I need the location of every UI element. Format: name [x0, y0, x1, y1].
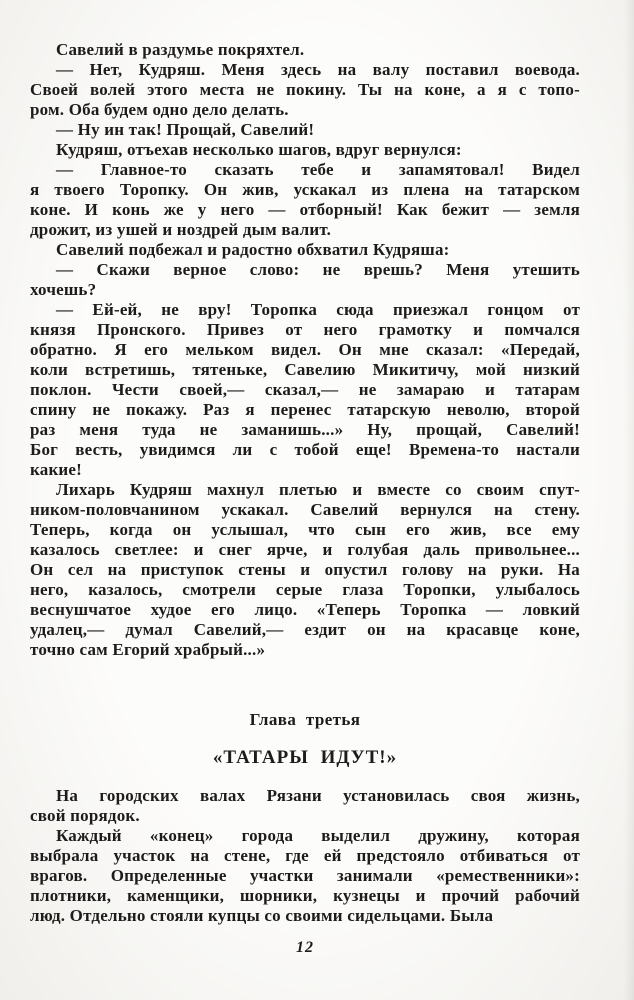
- chapter-label: Глава третья: [249, 710, 361, 729]
- text-line: я твоего Торопку. Он жив, ускакал из плена на татарском: [30, 180, 580, 199]
- text-line: какие!: [30, 460, 83, 479]
- text-line: дрожит, из ушей и ноздрей дым валит.: [30, 220, 332, 239]
- text-line: Савелий в раздумье покряхтел.: [56, 40, 305, 59]
- text-line: него, казалось, смотрели серые глаза Торопки, улыбалось: [30, 580, 580, 599]
- text-line: веснушчатое худое его лицо. «Теперь Торопка — ловкий: [30, 600, 580, 619]
- text-line: — Ей-ей, не вру! Торопка сюда приезжал гонцом от: [56, 300, 580, 319]
- text-line: раз меня туда не заманишь...» Ну, прощай, Савелий!: [30, 420, 580, 439]
- upper-text-block: [30, 40, 580, 660]
- text-line: Савелий подбежал и радостно обхватил Кудряша:: [56, 240, 450, 259]
- text-line: Теперь, когда он услышал, что сын его жив, все ему: [30, 520, 580, 539]
- text-line: Каждый «конец» города выделил дружину, которая: [56, 826, 580, 845]
- chapter-title: «ТАТАРЫ ИДУТ!»: [212, 747, 398, 768]
- text-line: Он сел на приступок стены и опустил голову на руки. На: [30, 560, 580, 579]
- page-number: 12: [296, 939, 314, 956]
- text-line: поклон. Чести своей,— сказал,— не замараю и татарам: [30, 380, 580, 399]
- text-line: Бог весть, увидимся ли с тобой еще! Времена-то настали: [30, 440, 580, 459]
- text-line: ником-половчанином ускакал. Савелий вернулся на стену.: [30, 500, 580, 519]
- lower-text-block: [30, 786, 580, 926]
- text-line: казалось светлее: и снег ярче, и голубая даль привольнее...: [30, 540, 580, 559]
- text-line: Кудряш, отъехав несколько шагов, вдруг вернулся:: [56, 140, 462, 159]
- text-line: На городских валах Рязани установилась своя жизнь,: [56, 786, 580, 805]
- text-line: обратно. Я его мельком видел. Он мне сказал: «Передай,: [30, 340, 580, 359]
- text-line: князя Пронского. Привез от него грамотку и помчался: [30, 320, 580, 339]
- text-line: врагов. Определенные участки занимали «ремественники»:: [30, 866, 580, 885]
- text-line: — Ну ин так! Прощай, Савелий!: [56, 120, 315, 139]
- text-line: удалец,— думал Савелий,— ездит он на красавце коне,: [30, 620, 580, 639]
- text-line: — Скажи верное слово: не врешь? Меня утешить: [56, 260, 580, 279]
- text-line: спину не покажу. Раз я перенес татарскую неволю, второй: [30, 400, 580, 419]
- text-line: плотники, каменщики, шорники, кузнецы и прочий рабочий: [30, 886, 580, 905]
- text-line: — Нет, Кудряш. Меня здесь на валу поставил воевода.: [56, 60, 580, 79]
- text-line: Своей волей этого места не покину. Ты на коне, а я с топо-: [30, 80, 580, 99]
- text-line: свой порядок.: [30, 806, 140, 825]
- text-line: коли встретишь, тятеньке, Савелию Микитичу, мой низкий: [30, 360, 580, 379]
- text-line: точно сам Егорий храбрый...»: [30, 640, 266, 659]
- text-line: Лихарь Кудряш махнул плетью и вместе со своим спут-: [56, 480, 580, 499]
- text-line: — Главное-то сказать тебе и запамятовал! Видел: [56, 160, 580, 179]
- text-line: коне. И конь же у него — отборный! Как бежит — земля: [30, 200, 580, 219]
- text-line: люд. Отдельно стояли купцы со своими сидельцами. Была: [30, 906, 494, 925]
- text-line: ром. Оба будем одно дело делать.: [30, 100, 289, 119]
- text-column: [30, 40, 580, 958]
- text-line: выбрала участок на стене, где ей предстояло отбиваться от: [30, 846, 580, 865]
- text-line: хочешь?: [30, 280, 97, 299]
